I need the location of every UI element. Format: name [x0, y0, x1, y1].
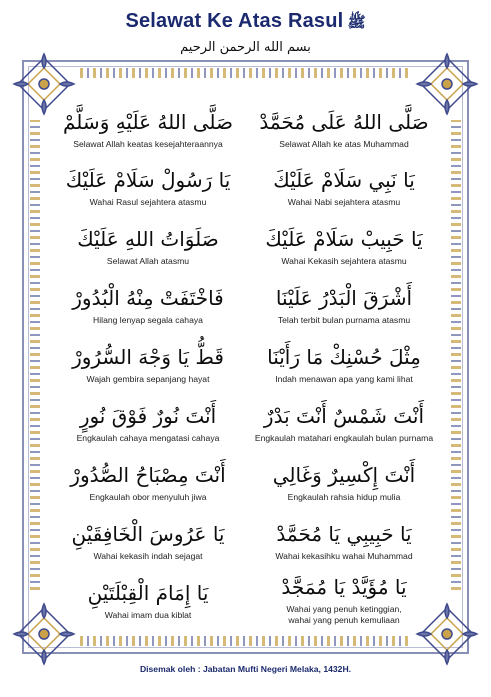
verse-arabic: فَاخْتَفَتْ مِنْهُ الْبُدُورْ — [72, 286, 224, 311]
verse-translation: Wahai yang penuh ketinggian, wahai yang penuh kemuliaan — [286, 604, 402, 626]
verse-arabic: يَا حَبِيبْ سَلَامْ عَلَيْكَ — [265, 227, 423, 252]
verse-translation: Engkaulah obor menyuluh jiwa — [89, 491, 207, 502]
verse-cell — [252, 512, 436, 571]
verse-translation: Wahai kekasihku wahai Muhammad — [275, 550, 413, 561]
border-ornament-right — [451, 120, 461, 590]
verse-arabic: يَا مُؤَيَّدْ يَا مُمَجَّدْ — [281, 575, 407, 600]
verse-arabic: يَا عَرُوسَ الْخَافِقَيْنِ — [71, 521, 225, 546]
border-ornament-bottom — [80, 636, 411, 646]
verse-translation: Wajah gembira sepanjang hayat — [86, 374, 210, 385]
verse-cell — [56, 453, 240, 512]
verse-arabic: أَشْرَقَ الْبَدْرُ عَلَيْنَا — [275, 286, 413, 311]
title-text: Selawat Ke Atas Rasul — [125, 10, 344, 32]
verse-cell — [252, 336, 436, 395]
verse-cell — [56, 277, 240, 336]
page-title — [0, 10, 491, 35]
verse-arabic: يَا حَبِيبِي يَا مُحَمَّدْ — [276, 521, 412, 546]
verse-arabic: صَلَّى اللهُ عَلَى مُحَمَّدْ — [259, 109, 429, 134]
verse-translation: Engkaulah cahaya mengatasi cahaya — [76, 433, 220, 444]
verse-arabic: أَنْتَ إِكْسِيرٌ وَغَالِي — [272, 462, 416, 487]
verse-cell — [56, 512, 240, 571]
verse-translation: Engkaulah matahari engkaulah bulan purnama — [254, 433, 434, 444]
verse-cell — [252, 453, 436, 512]
border-ornament-left — [30, 120, 40, 590]
verse-arabic: قَطُّ يَا وَجْهَ السُّرُورْ — [72, 345, 224, 370]
verse-translation: Selawat Allah keatas kesejahteraannya — [73, 138, 223, 149]
verse-cell — [252, 571, 436, 630]
border-ornament-top — [80, 68, 411, 78]
verse-arabic: يَا نَبِي سَلَامْ عَلَيْكَ — [273, 168, 415, 193]
verse-translation: Hilang lenyap segala cahaya — [93, 315, 203, 326]
verse-translation: Wahai Rasul sejahtera atasmu — [89, 197, 207, 208]
verse-cell — [56, 336, 240, 395]
footer-credit: Disemak oleh : Jabatan Mufti Negeri Melaka, 1432H. — [139, 664, 352, 674]
verse-translation: Selawat Allah ke atas Muhammad — [279, 138, 409, 149]
verse-arabic: أَنْتَ مِصْبَاحُ الصُّدُورْ — [70, 462, 226, 487]
verse-arabic: مِثْلَ حُسْنِكْ مَا رَأَيْنَا — [267, 345, 421, 370]
verse-translation: Selawat Allah atasmu — [106, 256, 190, 267]
verse-cell — [56, 394, 240, 453]
verse-cell — [252, 277, 436, 336]
verse-arabic: يَا رَسُولْ سَلَامْ عَلَيْكَ — [65, 168, 231, 193]
basmalah: بسم الله الرحمن الرحيم — [180, 40, 311, 55]
verse-arabic: أَنْتَ شَمْسٌ أَنْتَ بَدْرٌ — [263, 404, 425, 429]
verse-cell — [252, 159, 436, 218]
verse-grid — [56, 100, 436, 630]
verse-translation: Wahai kekasih indah sejagat — [93, 550, 203, 561]
salawat-seal: ﷺ — [347, 13, 366, 31]
verse-cell — [56, 571, 240, 630]
verse-translation: Wahai imam dua kiblat — [104, 609, 192, 620]
verse-cell — [56, 100, 240, 159]
verse-cell — [56, 218, 240, 277]
verse-arabic: صَلَّى اللهُ عَلَيْهِ وَسَلَّمْ — [63, 109, 233, 134]
verse-arabic: أَنْتَ نُورٌ فَوْقَ نُورٍ — [79, 404, 217, 429]
verse-cell — [252, 218, 436, 277]
verse-cell — [252, 394, 436, 453]
verse-translation: Telah terbit bulan purnama atasmu — [277, 315, 411, 326]
verse-arabic: صَلَوَاتُ اللهِ عَلَيْكَ — [77, 227, 219, 252]
verse-arabic: يَا إِمَامَ الْقِبْلَتَيْنِ — [87, 580, 209, 605]
verse-translation: Engkaulah rahsia hidup mulia — [287, 491, 401, 502]
verse-cell — [252, 100, 436, 159]
verse-translation: Indah menawan apa yang kami lihat — [275, 374, 413, 385]
verse-translation: Wahai Nabi sejahtera atasmu — [287, 197, 401, 208]
verse-cell — [56, 159, 240, 218]
verse-translation: Wahai Kekasih sejahtera atasmu — [281, 256, 407, 267]
